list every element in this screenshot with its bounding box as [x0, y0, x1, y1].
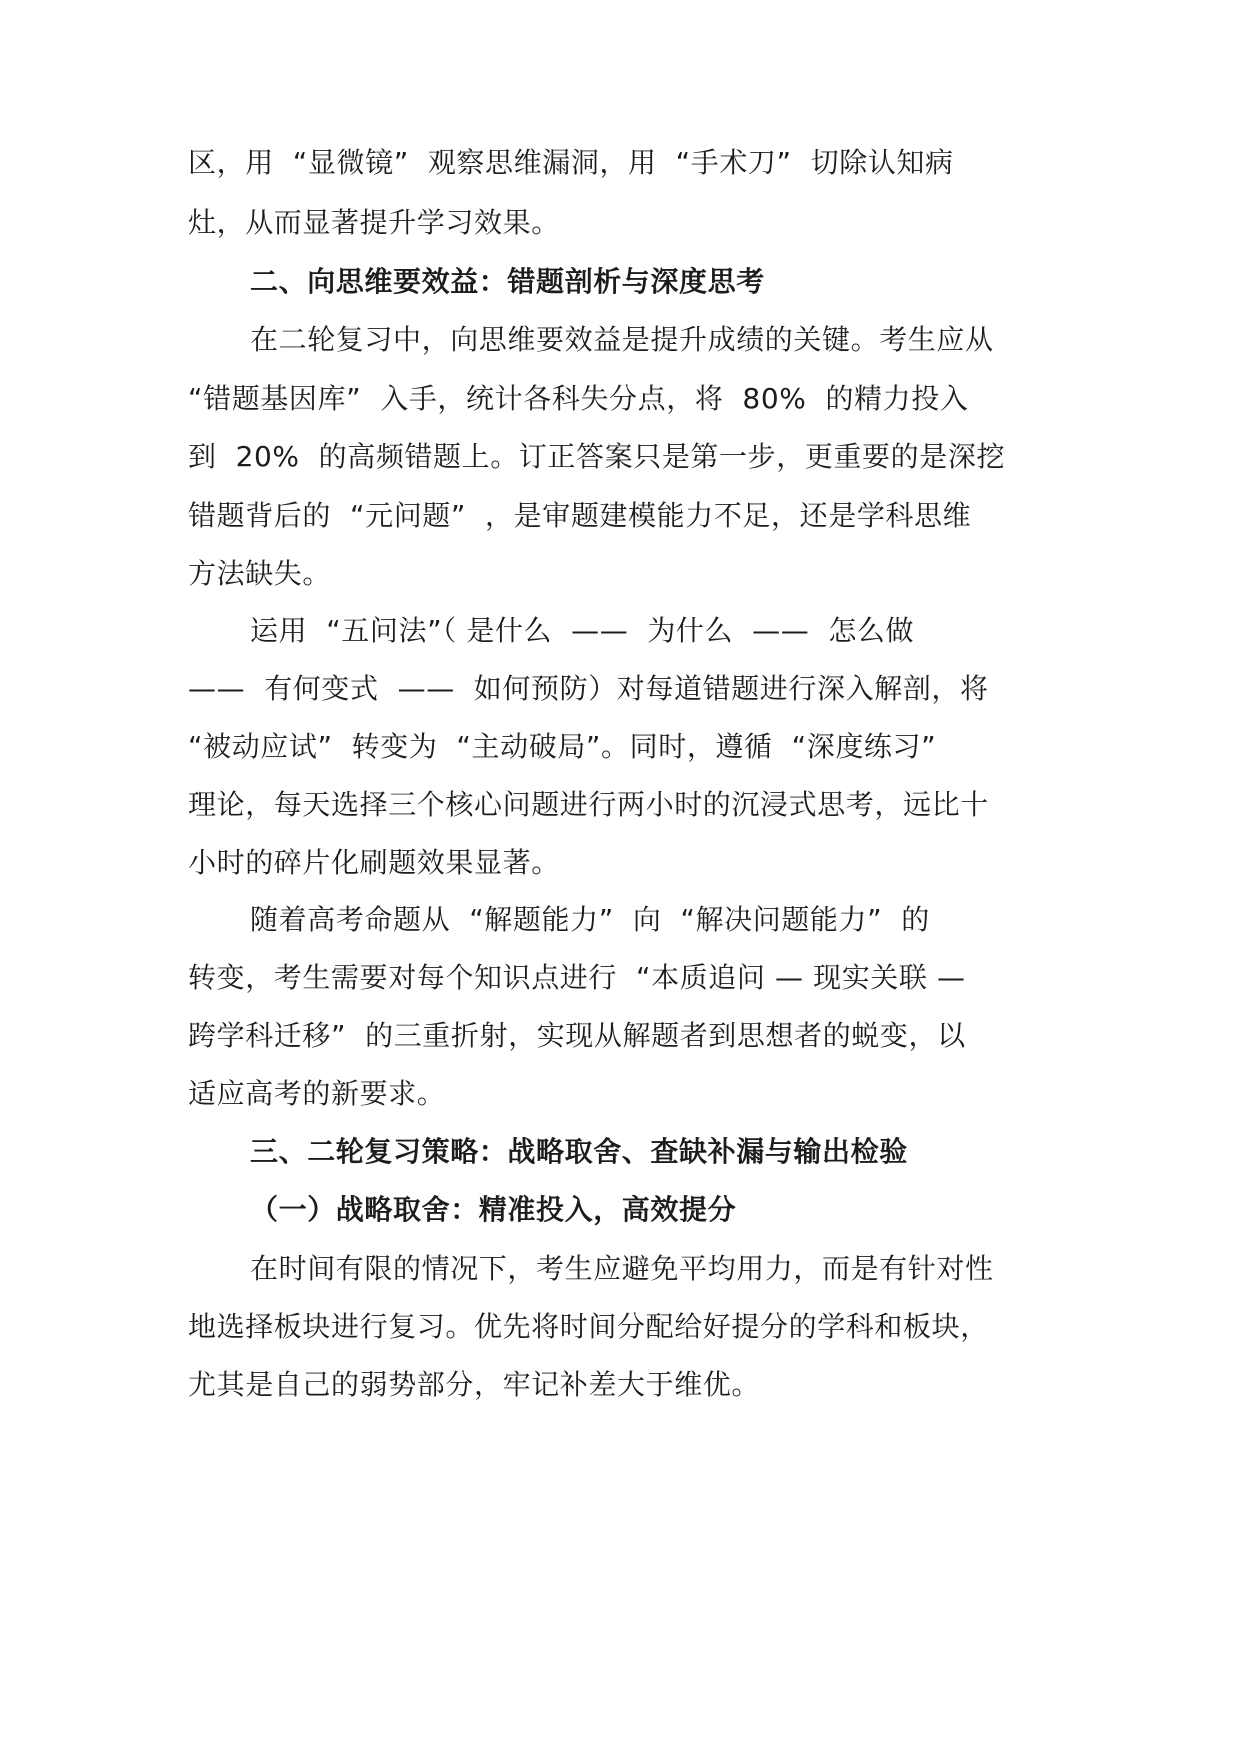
body-line: 地选择板块进行复习。优先将时间分配给好提分的学科和板块，: [188, 1310, 989, 1343]
body-line: 理论，每天选择三个核心问题进行两小时的沉浸式思考，远比十: [188, 788, 989, 821]
section-heading: 二、向思维要效益：错题剖析与深度思考: [250, 265, 765, 298]
body-line: 适应高考的新要求。: [188, 1077, 446, 1110]
body-line: 转变，考生需要对每个知识点进行 “本质追问 — 现实关联 —: [188, 961, 966, 994]
body-line: 在二轮复习中，向思维要效益是提升成绩的关键。考生应从: [250, 323, 994, 356]
body-line: 方法缺失。: [188, 557, 332, 590]
body-line: 小时的碎片化刷题效果显著。: [188, 846, 560, 879]
body-line: 运用 “五问法”（ 是什么 —— 为什么 —— 怎么做: [250, 614, 915, 647]
body-line: 跨学科迁移” 的三重折射，实现从解题者到思想者的蜕变，以: [188, 1019, 966, 1052]
body-line: 在时间有限的情况下，考生应避免平均用力，而是有针对性: [250, 1252, 994, 1285]
section-heading: 三、二轮复习策略：战略取舍、查缺补漏与输出检验: [250, 1135, 908, 1168]
body-line: 尤其是自己的弱势部分，牢记补差大于维优。: [188, 1368, 761, 1401]
body-line: 错题背后的 “元问题” ，是审题建模能力不足，还是学科思维: [188, 499, 972, 532]
body-line: 灶，从而显著提升学习效果。: [188, 206, 560, 239]
body-line: 随着高考命题从 “解题能力” 向 “解决问题能力” 的: [250, 903, 930, 936]
subsection-heading: （一）战略取舍：精准投入，高效提分: [250, 1193, 737, 1226]
body-line: “被动应试” 转变为 “主动破局”。同时，遵循 “深度练习”: [188, 730, 937, 763]
body-line: 到 20% 的高频错题上。订正答案只是第一步，更重要的是深挖: [188, 440, 1006, 473]
body-line: 区，用 “显微镜” 观察思维漏洞，用 “手术刀” 切除认知病: [188, 146, 954, 179]
body-line: “错题基因库” 入手，统计各科失分点，将 80% 的精力投入: [188, 382, 969, 415]
body-line: —— 有何变式 —— 如何预防）对每道错题进行深入解剖，将: [188, 672, 989, 705]
